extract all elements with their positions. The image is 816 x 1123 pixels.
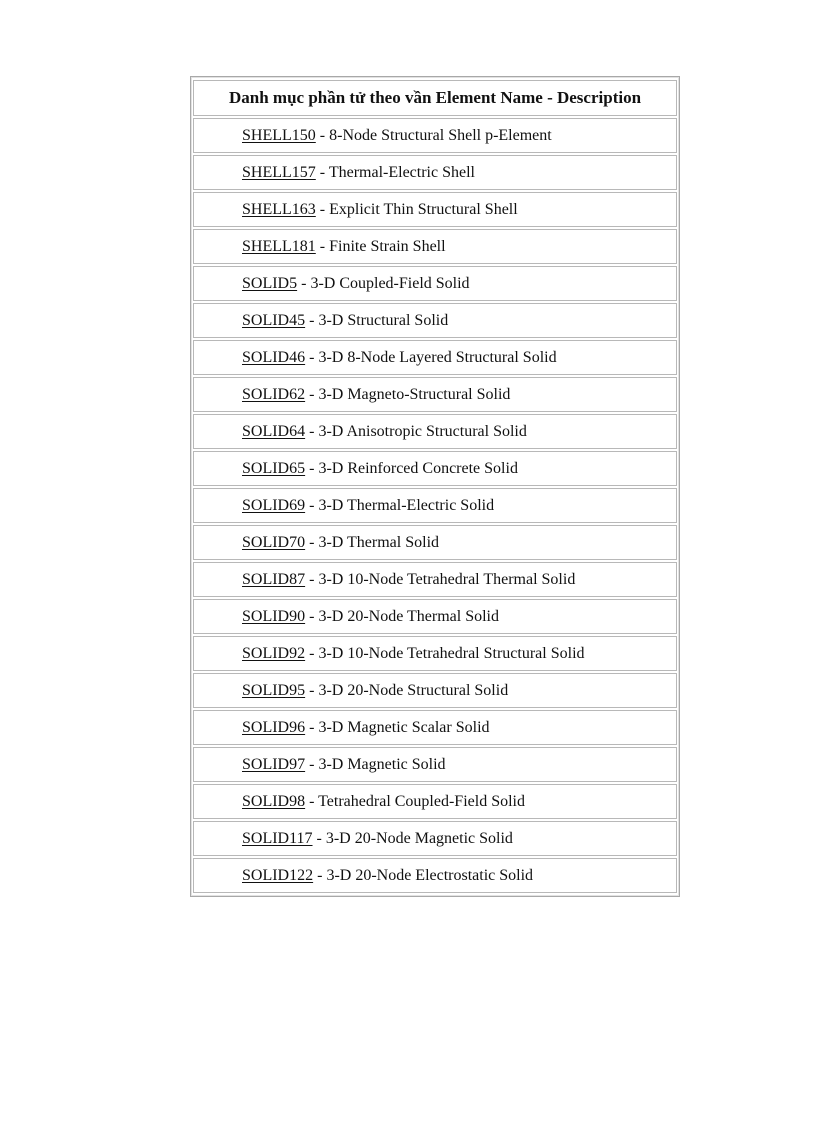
element-link[interactable]: SOLID117 <box>242 829 313 847</box>
element-description: - 3-D 10-Node Tetrahedral Structural Solid <box>309 644 585 662</box>
element-link[interactable]: SOLID92 <box>242 644 306 662</box>
element-link[interactable]: SOLID96 <box>242 718 306 736</box>
table-row <box>193 303 677 338</box>
element-description: - 3-D 20-Node Magnetic Solid <box>316 829 513 847</box>
element-description: - 3-D Magneto-Structural Solid <box>309 385 511 403</box>
element-description: - 3-D 8-Node Layered Structural Solid <box>309 348 557 366</box>
table-row <box>193 636 677 671</box>
element-description: - 3-D Magnetic Solid <box>309 755 446 773</box>
table-row <box>193 155 677 190</box>
element-link[interactable]: SOLID87 <box>242 570 306 588</box>
table-row <box>193 784 677 819</box>
element-link[interactable]: SOLID62 <box>242 385 306 403</box>
element-link[interactable]: SOLID69 <box>242 496 306 514</box>
table-row <box>193 414 677 449</box>
element-description: - 3-D Thermal-Electric Solid <box>309 496 495 514</box>
table-row <box>193 340 677 375</box>
element-description: - 8-Node Structural Shell p-Element <box>319 126 552 144</box>
element-link[interactable]: SOLID64 <box>242 422 306 440</box>
table-row <box>193 451 677 486</box>
table-row <box>193 266 677 301</box>
element-link[interactable]: SOLID65 <box>242 459 306 477</box>
element-description: - 3-D Coupled-Field Solid <box>301 274 470 292</box>
element-link[interactable]: SHELL181 <box>242 237 316 255</box>
element-link[interactable]: SOLID90 <box>242 607 306 625</box>
table-header <box>193 80 677 116</box>
element-description: - Thermal-Electric Shell <box>319 163 475 181</box>
element-description: - 3-D 20-Node Structural Solid <box>309 681 509 699</box>
table-row <box>193 377 677 412</box>
element-link[interactable]: SOLID45 <box>242 311 306 329</box>
element-description: - 3-D Structural Solid <box>309 311 449 329</box>
element-link[interactable]: SOLID70 <box>242 533 306 551</box>
element-link[interactable]: SOLID98 <box>242 792 306 810</box>
table-row <box>193 710 677 745</box>
table-row <box>193 747 677 782</box>
element-table <box>190 76 680 897</box>
element-description: - 3-D 10-Node Tetrahedral Thermal Solid <box>309 570 576 588</box>
table-row <box>193 599 677 634</box>
element-description: - 3-D Thermal Solid <box>309 533 440 551</box>
table-row <box>193 192 677 227</box>
table-row <box>193 488 677 523</box>
element-description: - Explicit Thin Structural Shell <box>319 200 518 218</box>
table-row <box>193 673 677 708</box>
element-link[interactable]: SHELL150 <box>242 126 316 144</box>
table-row <box>193 229 677 264</box>
element-link[interactable]: SOLID97 <box>242 755 306 773</box>
element-description: - 3-D Magnetic Scalar Solid <box>309 718 490 736</box>
element-description: - 3-D 20-Node Electrostatic Solid <box>317 866 534 884</box>
element-description: - 3-D Reinforced Concrete Solid <box>309 459 518 477</box>
table-row <box>193 118 677 153</box>
element-link[interactable]: SOLID46 <box>242 348 306 366</box>
table-header-title: Danh mục phần tử theo vần Element Name - Description <box>228 88 642 107</box>
element-description: - Tetrahedral Coupled-Field Solid <box>309 792 525 810</box>
element-link[interactable]: SOLID95 <box>242 681 306 699</box>
table-row <box>193 562 677 597</box>
element-link[interactable]: SHELL157 <box>242 163 316 181</box>
table-row <box>193 525 677 560</box>
element-link[interactable]: SHELL163 <box>242 200 316 218</box>
element-link[interactable]: SOLID5 <box>242 274 298 292</box>
element-description: - 3-D 20-Node Thermal Solid <box>309 607 499 625</box>
element-description: - Finite Strain Shell <box>319 237 446 255</box>
table-row <box>193 821 677 856</box>
table-row <box>193 858 677 893</box>
element-link[interactable]: SOLID122 <box>242 866 314 884</box>
element-description: - 3-D Anisotropic Structural Solid <box>309 422 527 440</box>
